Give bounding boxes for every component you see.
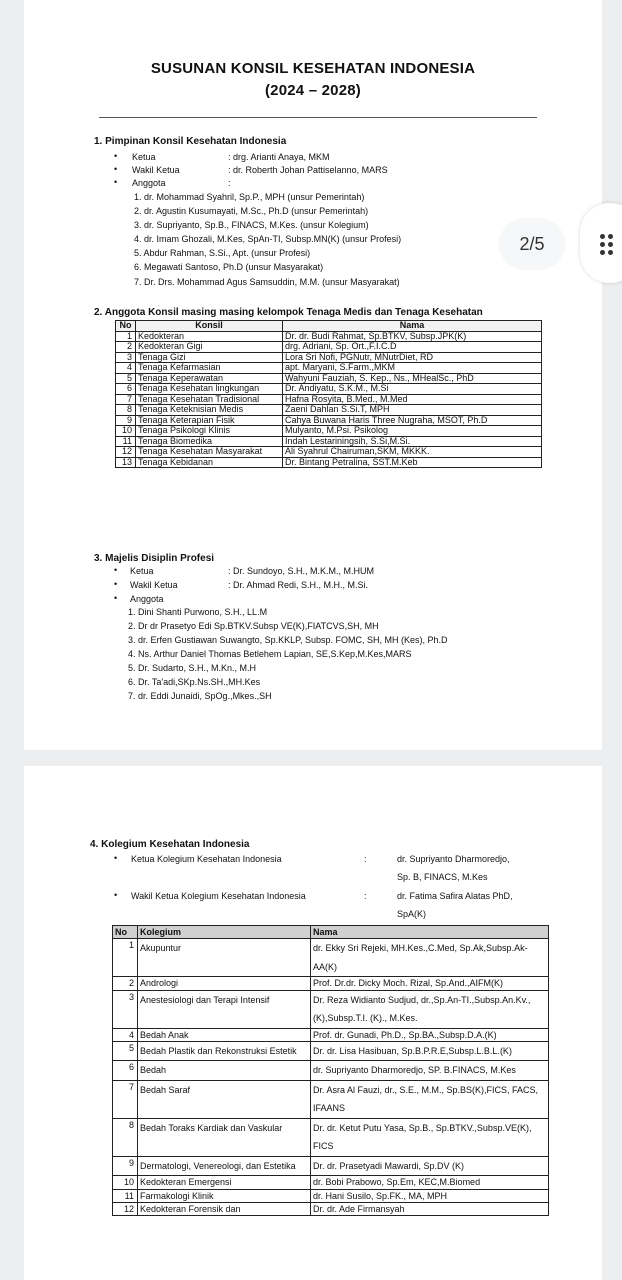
row-number: 7 — [116, 394, 136, 405]
konsil-cell: Kedokteran Gigi — [136, 342, 283, 353]
document-page-1 — [24, 0, 602, 750]
column-header: Nama — [283, 321, 542, 332]
konsil-cell: Tenaga Psikologi Klinis — [136, 426, 283, 437]
title-divider — [99, 117, 537, 118]
table-row — [113, 1061, 549, 1081]
bullet: • — [114, 164, 118, 174]
konsil-cell: Tenaga Biomedika — [136, 436, 283, 447]
row-number: 9 — [116, 415, 136, 426]
column-header: Konsil — [136, 321, 283, 332]
nama-cell: apt. Maryani, S.Farm.,MKM — [283, 363, 542, 374]
bullet: • — [114, 565, 118, 575]
row-number: 6 — [113, 1061, 138, 1081]
list-item: 7. dr. Eddi Junaidi, SpOg.,Mkes.,SH — [128, 691, 272, 701]
nama-cell: Dr. Reza Widianto Sudjud, dr.,Sp.An-TI.,Subsp.An.Kv., (K),Subsp.T.I. (K)., M.Kes. — [311, 990, 549, 1028]
table-row — [116, 373, 542, 384]
table-row — [113, 1041, 549, 1061]
kolegium-cell: Kedokteran Emergensi — [138, 1176, 311, 1189]
kolegium-cell: Bedah Saraf — [138, 1080, 311, 1118]
more-options-button[interactable] — [580, 203, 622, 283]
nama-cell: Prof. Dr.dr. Dicky Moch. Rizal, Sp.And.,AIFM(K) — [311, 977, 549, 990]
row-number: 2 — [116, 342, 136, 353]
konsil-table — [115, 320, 542, 468]
table-row — [116, 436, 542, 447]
section-2-heading: 2. Anggota Konsil masing masing kelompok Tenaga Medis dan Tenaga Kesehatan — [94, 307, 483, 318]
table-row — [113, 1156, 549, 1176]
konsil-cell: Tenaga Kesehatan Tradisional — [136, 394, 283, 405]
list-item: 5. Abdur Rahman, S.Si., Apt. (unsur Profesi) — [134, 248, 311, 258]
row-number: 8 — [113, 1118, 138, 1156]
kolegium-cell: Akupuntur — [138, 939, 311, 977]
row-number: 12 — [116, 447, 136, 458]
list-item: 2. dr. Agustin Kusumayati, M.Sc., Ph.D (unsur Pemerintah) — [134, 206, 369, 216]
row-number: 11 — [116, 436, 136, 447]
kolegium-table — [112, 925, 549, 1216]
table-row — [113, 939, 549, 977]
nama-cell: Dr. dr. Lisa Hasibuan, Sp.B.P.R.E,Subsp.L.B.L.(K) — [311, 1041, 549, 1061]
nama-cell: Ali Syahrul Chairuman,SKM, MKKK. — [283, 447, 542, 458]
kolegium-cell: Bedah — [138, 1061, 311, 1081]
nama-cell: Dr. dr. Ade Firmansyah — [311, 1202, 549, 1215]
document-page-2 — [24, 766, 602, 1280]
list-item: 1. dr. Mohammad Syahril, Sp.P., MPH (unsur Pemerintah) — [134, 192, 365, 202]
kolegium-cell: Farmakologi Klinik — [138, 1189, 311, 1202]
more-vertical-icon — [600, 234, 620, 254]
table-row — [116, 342, 542, 353]
kolegium-cell: Kedokteran Forensik dan — [138, 1202, 311, 1215]
table-row — [113, 1176, 549, 1189]
table-row — [116, 352, 542, 363]
kolegium-cell: Anestesiologi dan Terapi Intensif — [138, 990, 311, 1028]
anggota-label: Anggota — [132, 178, 166, 188]
table-row — [113, 990, 549, 1028]
nama-cell: drg. Adriani, Sp. Ort.,F.I.C.D — [283, 342, 542, 353]
table-row — [116, 363, 542, 374]
nama-cell: Dr. dr. Budi Rahmat, Sp.BTKV, Subsp.JPK(K) — [283, 331, 542, 342]
konsil-cell: Tenaga Gizi — [136, 352, 283, 363]
wakil-ketua-kolegium-value: dr. Fatima Safira Alatas PhD, — [397, 891, 513, 901]
document-period: (2024 – 2028) — [264, 82, 361, 99]
nama-cell: Dr. dr. Ketut Putu Yasa, Sp.B., Sp.BTKV.,Subsp.VE(K), FICS — [311, 1118, 549, 1156]
ketua-kolegium-colon: : — [364, 854, 367, 864]
list-item: 4. dr. Imam Ghozali, M.Kes, SpAn-TI, Subsp.MN(K) (unsur Profesi) — [134, 234, 402, 244]
list-item: 3. dr. Supriyanto, Sp.B., FINACS, M.Kes. (unsur Kolegium) — [134, 220, 369, 230]
nama-cell: dr. Supriyanto Dharmoredjo, SP. B.FINACS, M.Kes — [311, 1061, 549, 1081]
anggota-colon: : — [228, 178, 231, 188]
row-number: 11 — [113, 1189, 138, 1202]
kolegium-cell: Bedah Plastik dan Rekonstruksi Estetik — [138, 1041, 311, 1061]
row-number: 1 — [113, 939, 138, 977]
list-item: 1. Dini Shanti Purwono, S.H., LL.M — [128, 607, 268, 617]
ketua-value: : drg. Arianti Anaya, MKM — [228, 152, 330, 162]
nama-cell: Zaeni Dahlan S.Si.T, MPH — [283, 405, 542, 416]
konsil-cell: Tenaga Keterapian Fisik — [136, 415, 283, 426]
row-number: 13 — [116, 457, 136, 468]
nama-cell: dr. Hani Susilo, Sp.FK., MA, MPH — [311, 1189, 549, 1202]
kolegium-cell: Andrologi — [138, 977, 311, 990]
column-header: No — [113, 926, 138, 939]
konsil-cell: Tenaga Kebidanan — [136, 457, 283, 468]
bullet: • — [114, 593, 118, 603]
table-row — [113, 1118, 549, 1156]
konsil-cell: Tenaga Kefarmasian — [136, 363, 283, 374]
row-number: 10 — [113, 1176, 138, 1189]
section-1-heading: 1. Pimpinan Konsil Kesehatan Indonesia — [94, 136, 287, 147]
table-row — [113, 1189, 549, 1202]
kolegium-cell: Bedah Anak — [138, 1028, 311, 1041]
bullet: • — [114, 853, 118, 863]
column-header: Kolegium — [138, 926, 311, 939]
list-item: 4. Ns. Arthur Daniel Thomas Betlehem Lapian, SE,S.Kep,M.Kes,MARS — [128, 649, 412, 659]
table-row — [116, 331, 542, 342]
list-item: 7. Dr. Drs. Mohammad Agus Samsuddin, M.M. (unsur Masyarakat) — [134, 277, 400, 287]
nama-cell: dr. Bobi Prabowo, Sp.Em, KEC,M.Biomed — [311, 1176, 549, 1189]
bullet: • — [114, 579, 118, 589]
row-number: 2 — [113, 977, 138, 990]
wakil-ketua-label: Wakil Ketua — [130, 580, 178, 590]
wakil-ketua-value: : Dr. Ahmad Redi, S.H., M.H., M.Si. — [228, 580, 369, 590]
table-row — [116, 405, 542, 416]
row-number: 1 — [116, 331, 136, 342]
list-item: 3. dr. Erfen Gustiawan Suwangto, Sp.KKLP, Subsp. FOMC, SH, MH (Kes), Ph.D — [128, 635, 448, 645]
nama-cell: Dr. Bintang Petralina, SST.M.Keb — [283, 457, 542, 468]
konsil-cell: Tenaga Keteknisian Medis — [136, 405, 283, 416]
konsil-cell: Tenaga Keperawatan — [136, 373, 283, 384]
list-item: 2. Dr dr Prasetyo Edi Sp.BTKV.Subsp VE(K),FIATCVS,SH, MH — [128, 621, 379, 631]
page-indicator: 2/5 — [499, 218, 565, 270]
row-number: 3 — [116, 352, 136, 363]
bullet: • — [114, 177, 118, 187]
ketua-kolegium-value: Sp. B, FINACS, M.Kes — [397, 872, 488, 882]
table-row — [113, 977, 549, 990]
table-header-row — [116, 321, 542, 332]
table-row — [116, 384, 542, 395]
table-row — [113, 1080, 549, 1118]
bullet: • — [114, 890, 118, 900]
row-number: 5 — [113, 1041, 138, 1061]
nama-cell: Indah Lestariningsih, S.Si,M.Si. — [283, 436, 542, 447]
table-row — [113, 1202, 549, 1215]
kolegium-cell: Dermatologi, Venereologi, dan Estetika — [138, 1156, 311, 1176]
column-header: Nama — [311, 926, 549, 939]
nama-cell: Dr. Asra Al Fauzi, dr., S.E., M.M., Sp.BS(K),FICS, FACS, IFAANS — [311, 1080, 549, 1118]
row-number: 4 — [113, 1028, 138, 1041]
ketua-value: : Dr. Sundoyo, S.H., M.K.M., M.HUM — [228, 566, 375, 576]
document-title: SUSUNAN KONSIL KESEHATAN INDONESIA — [150, 60, 476, 77]
ketua-label: Ketua — [130, 566, 154, 576]
row-number: 4 — [116, 363, 136, 374]
nama-cell: Hafna Rosyita, B.Med., M.Med — [283, 394, 542, 405]
nama-cell: dr. Ekky Sri Rejeki, MH.Kes.,C.Med, Sp.Ak,Subsp.Ak-AA(K) — [311, 939, 549, 977]
nama-cell: Dr. dr. Prasetyadi Mawardi, Sp.DV (K) — [311, 1156, 549, 1176]
row-number: 7 — [113, 1080, 138, 1118]
nama-cell: Cahya Buwana Haris Three Nugraha, MSOT, Ph.D — [283, 415, 542, 426]
table-row — [116, 457, 542, 468]
wakil-ketua-kolegium-colon: : — [364, 891, 367, 901]
row-number: 5 — [116, 373, 136, 384]
ketua-kolegium-label: Ketua Kolegium Kesehatan Indonesia — [131, 854, 282, 864]
row-number: 10 — [116, 426, 136, 437]
row-number: 9 — [113, 1156, 138, 1176]
ketua-label: Ketua — [132, 152, 156, 162]
wakil-ketua-value: : dr. Roberth Johan Pattiselanno, MARS — [228, 165, 388, 175]
konsil-cell: Tenaga Kesehatan lingkungan — [136, 384, 283, 395]
list-item: 6. Dr. Ta'adi,SKp.Ns.SH.,MH.Kes — [128, 677, 261, 687]
row-number: 6 — [116, 384, 136, 395]
column-header: No — [116, 321, 136, 332]
wakil-ketua-kolegium-value: SpA(K) — [397, 909, 427, 919]
section-3-heading: 3. Majelis Disiplin Profesi — [94, 553, 215, 564]
section-4-heading: 4. Kolegium Kesehatan Indonesia — [90, 839, 250, 850]
table-row — [116, 447, 542, 458]
ketua-kolegium-value: dr. Supriyanto Dharmoredjo, — [397, 854, 510, 864]
table-header-row — [113, 926, 549, 939]
nama-cell: Lora Sri Nofi, PGNutr, MNutrDiet, RD — [283, 352, 542, 363]
kolegium-cell: Bedah Toraks Kardiak dan Vaskular — [138, 1118, 311, 1156]
row-number: 8 — [116, 405, 136, 416]
table-row — [116, 415, 542, 426]
table-row — [116, 426, 542, 437]
table-row — [113, 1028, 549, 1041]
nama-cell: Prof. dr. Gunadi, Ph.D., Sp.BA.,Subsp.D.A.(K) — [311, 1028, 549, 1041]
nama-cell: Dr. Andiyatu, S.K.M., M.Si — [283, 384, 542, 395]
row-number: 3 — [113, 990, 138, 1028]
konsil-cell: Tenaga Kesehatan Masyarakat — [136, 447, 283, 458]
nama-cell: Mulyanto, M.Psi. Psikolog — [283, 426, 542, 437]
wakil-ketua-label: Wakil Ketua — [132, 165, 180, 175]
anggota-label: Anggota — [130, 594, 164, 604]
table-row — [116, 394, 542, 405]
bullet: • — [114, 151, 118, 161]
konsil-cell: Kedokteran — [136, 331, 283, 342]
row-number: 12 — [113, 1202, 138, 1215]
list-item: 5. Dr. Sudarto, S.H., M.Kn., M.H — [128, 663, 257, 673]
list-item: 6. Megawati Santoso, Ph.D (unsur Masyarakat) — [134, 262, 324, 272]
wakil-ketua-kolegium-label: Wakil Ketua Kolegium Kesehatan Indonesia — [131, 891, 306, 901]
nama-cell: Wahyuni Fauziah, S. Kep., Ns., MHealSc., PhD — [283, 373, 542, 384]
